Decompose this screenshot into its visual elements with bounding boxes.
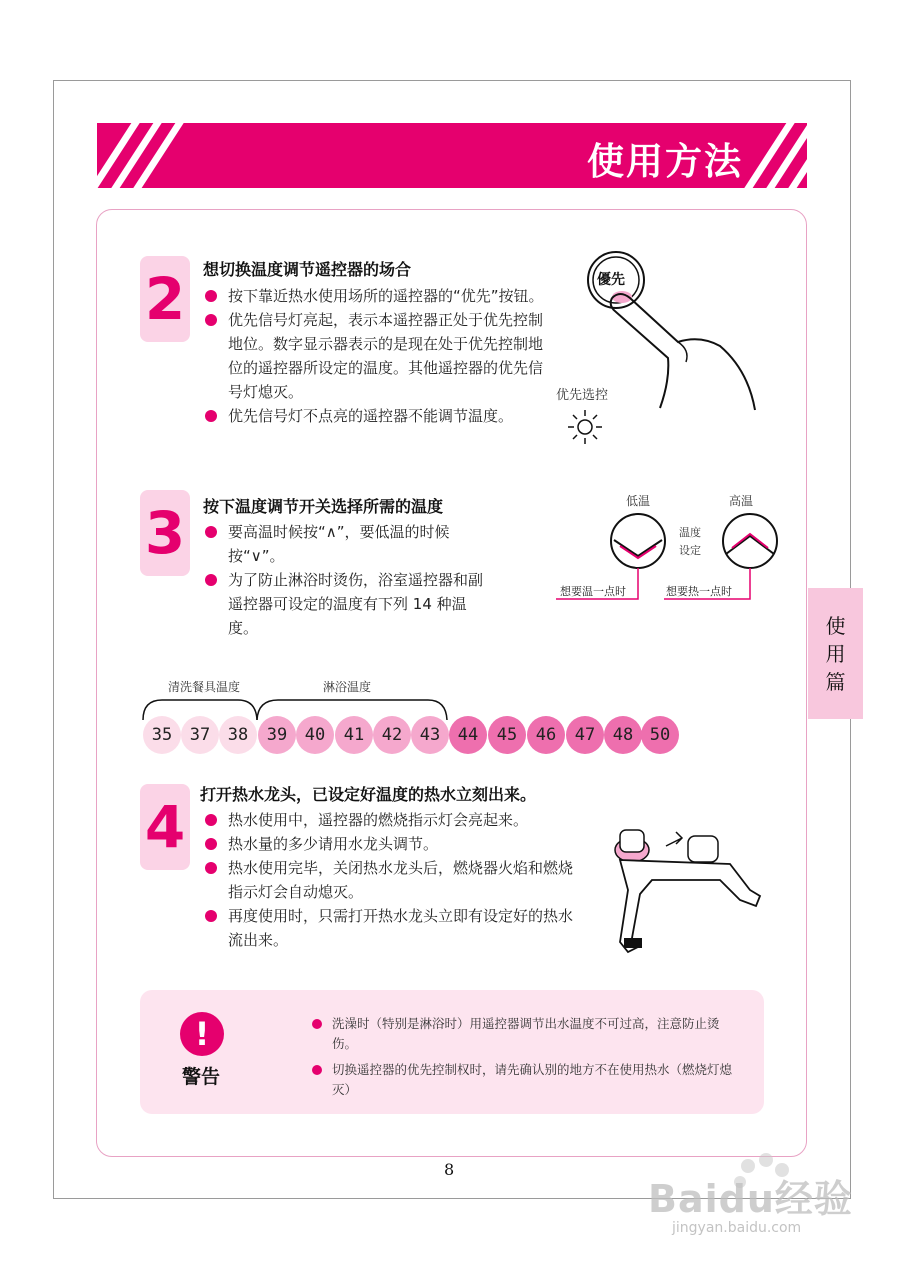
title-banner	[97, 123, 807, 188]
warning-title: 警告	[182, 1066, 221, 1088]
side-tab-char: 篇	[825, 669, 846, 694]
step-2-bullets	[204, 284, 544, 428]
side-tab	[808, 588, 863, 719]
temperature-option-48: 48	[604, 716, 642, 754]
temperature-option-47: 47	[566, 716, 604, 754]
temp-setting-label-1: 温度	[679, 526, 701, 539]
list-item: 再度使用时，只需打开热水龙头立即有设定好的热水流出来。	[204, 904, 584, 952]
hand-icon	[611, 294, 755, 410]
list-item: 优先信号灯不点亮的遥控器不能调节温度。	[204, 404, 544, 428]
temperature-option-50: 50	[641, 716, 679, 754]
step-3-bullets	[204, 520, 484, 640]
warning-exclamation-icon: !	[180, 1012, 224, 1056]
list-item: 热水使用中，遥控器的燃烧指示灯会亮起来。	[204, 808, 584, 832]
temperature-option-44: 44	[449, 716, 487, 754]
side-tab-char: 用	[825, 641, 846, 666]
page-number: 8	[444, 1160, 455, 1179]
list-item: 切换遥控器的优先控制权时，请先确认别的地方不在使用热水（燃烧灯熄灭）	[312, 1060, 732, 1100]
hint-hotter: 想要热一点时	[666, 585, 732, 598]
temperature-option-39: 39	[258, 716, 296, 754]
temperature-option-45: 45	[488, 716, 526, 754]
list-item: 要高温时候按“∧”，要低温的时候按“∨”。	[204, 520, 484, 568]
step-2-heading: 想切换温度调节遥控器的场合	[203, 260, 412, 279]
step-number-4: 4	[140, 784, 190, 870]
list-item: 为了防止淋浴时烫伤，浴室遥控器和副遥控器可设定的温度有下列 14 种温度。	[204, 568, 484, 640]
temperature-option-46: 46	[527, 716, 565, 754]
watermark-brand: Baidu经验	[648, 1177, 853, 1221]
low-temp-label: 低温	[626, 494, 651, 508]
temperature-option-40: 40	[296, 716, 334, 754]
list-item: 洗澡时（特别是淋浴时）用遥控器调节出水温度不可过高，注意防止烫伤。	[312, 1014, 732, 1054]
temperature-option-37: 37	[181, 716, 219, 754]
step-number-2: 2	[140, 256, 190, 342]
temperature-option-42: 42	[373, 716, 411, 754]
high-temp-label: 高温	[729, 494, 754, 508]
list-item: 优先信号灯亮起，表示本遥控器正处于优先控制地位。数字显示器表示的是现在处于优先控制地位的遥控器所设定的温度。其他遥控器的优先信号灯熄灭。	[204, 308, 544, 404]
side-tab-char: 使	[825, 613, 846, 638]
temp-down-button	[611, 514, 665, 568]
range-brackets	[140, 692, 460, 722]
step-4-heading: 打开热水龙头，已设定好温度的热水立刻出来。	[200, 785, 537, 804]
list-item: 热水量的多少请用水龙头调节。	[204, 832, 584, 856]
list-item: 热水使用完毕，关闭热水龙头后，燃烧器火焰和燃烧指示灯会自动熄灭。	[204, 856, 584, 904]
temp-up-button	[723, 514, 777, 568]
temp-setting-label-2: 设定	[679, 544, 701, 557]
faucet-icon	[600, 820, 770, 965]
watermark-url: jingyan.baidu.com	[672, 1220, 802, 1236]
temperature-option-38: 38	[219, 716, 257, 754]
step-3-heading: 按下温度调节开关选择所需的温度	[203, 497, 444, 516]
range-label-dish: 清洗餐具温度	[168, 680, 241, 694]
indicator-light-icon	[566, 408, 604, 446]
priority-button-label: 優先	[597, 272, 625, 288]
temperature-option-41: 41	[335, 716, 373, 754]
list-item: 按下靠近热水使用场所的遥控器的“优先”按钮。	[204, 284, 544, 308]
page-title: 使用方法	[587, 140, 743, 183]
temperature-option-43: 43	[411, 716, 449, 754]
priority-caption: 优先选控	[556, 388, 609, 403]
warning-list	[312, 1014, 732, 1106]
range-label-shower: 淋浴温度	[323, 680, 372, 694]
temperature-option-35: 35	[143, 716, 181, 754]
step-number-3: 3	[140, 490, 190, 576]
step-4-bullets	[204, 808, 584, 952]
hint-cooler: 想要温一点时	[560, 585, 626, 598]
